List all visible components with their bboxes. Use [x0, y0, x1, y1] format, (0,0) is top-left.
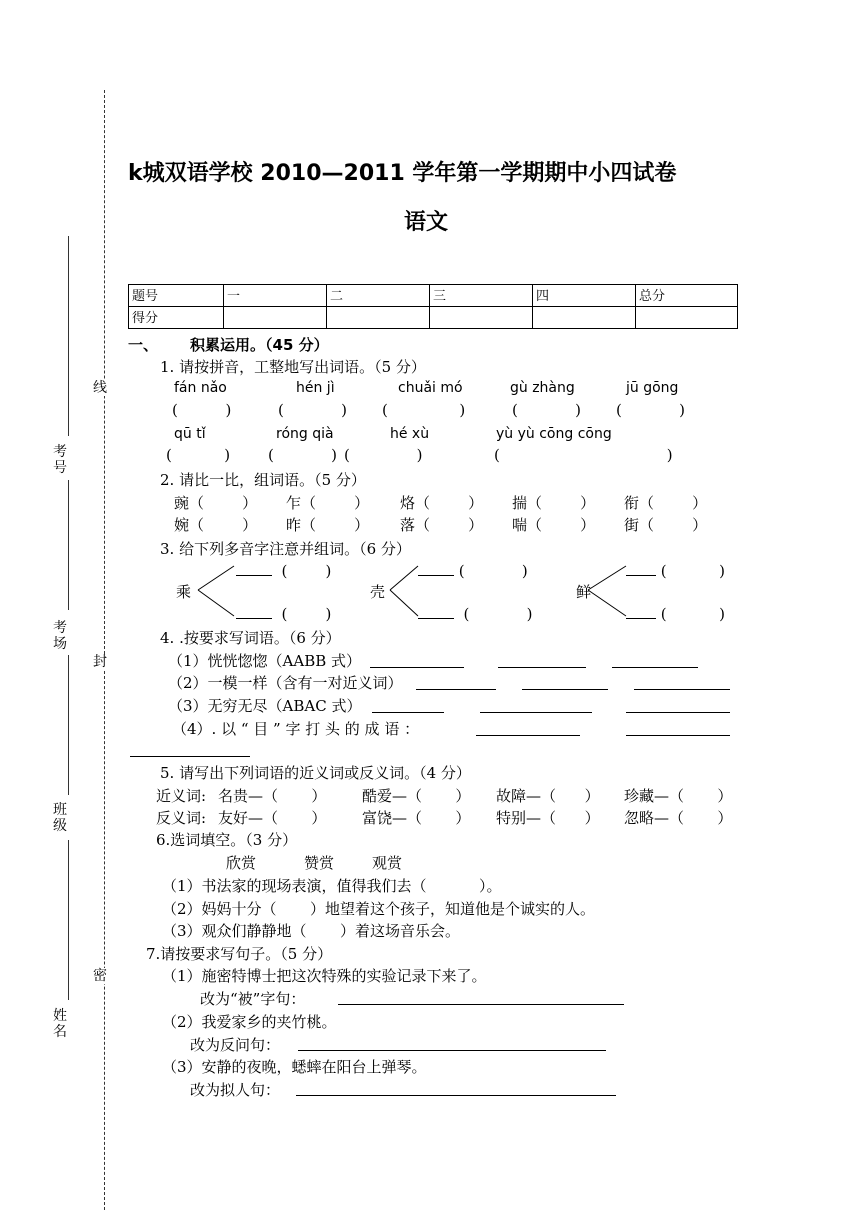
answer-blank[interactable]: ( ): [382, 401, 466, 419]
q5-title: 5. 请写出下列词语的近义词或反义词。（4 分）: [160, 764, 471, 782]
polyphone-char: 壳: [370, 583, 386, 601]
subject-title: 语文: [404, 210, 449, 235]
compare-char: 衔（: [624, 494, 655, 512]
compare-item[interactable]: 婉（ ）: [174, 516, 258, 534]
q7-sentence: （3）安静的夜晚，蟋蟀在阳台上弹琴。: [162, 1058, 427, 1076]
answer-line[interactable]: [370, 667, 464, 668]
binding-dashed-line: [104, 90, 105, 1210]
pinyin-item: gù zhàng: [510, 380, 575, 396]
pinyin-item: jū gōng: [626, 380, 679, 396]
answer-line[interactable]: [634, 689, 730, 690]
polyphone-blank[interactable]: ( ): [626, 561, 725, 580]
q4-item: （3）无穷无尽（ABAC 式）: [168, 697, 362, 715]
polyphone-char: 乘: [176, 583, 192, 601]
q3-title: 3. 给下列多音字注意并组词。（6 分）: [160, 540, 411, 558]
q6-sentence[interactable]: （3）观众们静静地（ ）着这场音乐会。: [162, 922, 460, 940]
compare-item[interactable]: 喘（ ）: [512, 516, 596, 534]
pinyin-item: róng qià: [276, 426, 334, 442]
page-title: k城双语学校 2010—2011 学年第一学期期中小四试卷: [128, 161, 677, 186]
answer-line[interactable]: [498, 667, 586, 668]
compare-item[interactable]: 豌（ ）: [174, 494, 258, 512]
word-item[interactable]: 酷爱—（ ）: [362, 787, 471, 805]
compare-item[interactable]: 烙（ ）: [400, 494, 484, 512]
q2-title: 2. 请比一比，组词语。（5 分）: [160, 471, 366, 489]
side-label-name: 姓名: [53, 1008, 67, 1040]
section-number: 一、: [128, 336, 159, 354]
score-table: [128, 284, 738, 329]
seal-mark-line: 线: [93, 380, 107, 396]
q5-row-label: 反义词:: [156, 809, 207, 827]
polyphone-blank[interactable]: ( ): [626, 604, 725, 623]
answer-blank[interactable]: ( ): [278, 401, 347, 419]
q4-item: （1）恍恍惚惚（AABB 式）: [168, 652, 362, 670]
compare-char: 街（: [624, 516, 655, 534]
section-heading: 积累运用。（45 分）: [190, 336, 329, 354]
q6-title: 6.选词填空。（3 分）: [156, 831, 298, 849]
seal-mark-seal: 封: [93, 654, 107, 670]
answer-line[interactable]: [372, 712, 444, 713]
compare-char: 乍（: [286, 494, 317, 512]
answer-blank[interactable]: ( ): [166, 446, 231, 464]
q4-item: （2）一模一样（含有一对近义词）: [168, 674, 403, 692]
answer-line[interactable]: [476, 735, 580, 736]
q6-sentence[interactable]: （2）妈妈十分（ ）地望着这个孩子，知道他是个诚实的人。: [162, 900, 595, 918]
answer-line[interactable]: [626, 735, 730, 736]
compare-item[interactable]: 衔（ ）: [624, 494, 708, 512]
q7-task: 改为“被”字句：: [200, 990, 306, 1008]
word-text: 富饶—（: [362, 809, 423, 827]
side-line: [68, 840, 69, 1000]
choice-word: 欣赏: [226, 854, 257, 872]
pinyin-item: chuǎi mó: [398, 380, 463, 396]
q4-item: （4）. 以 “ 目 ” 字 打 头 的 成 语 ：: [172, 720, 420, 738]
word-item[interactable]: 名贵—（ ）: [218, 787, 327, 805]
q7-sentence: （1）施密特博士把这次特殊的实验记录下来了。: [162, 967, 487, 985]
word-text: 友好—（: [218, 809, 279, 827]
answer-line[interactable]: [338, 1004, 624, 1005]
pinyin-item: yù yù cōng cōng: [496, 426, 612, 442]
compare-char: 豌（: [174, 494, 205, 512]
side-line: [68, 236, 69, 436]
answer-line[interactable]: [612, 667, 698, 668]
side-line: [68, 480, 69, 610]
answer-blank[interactable]: ( ): [268, 446, 337, 464]
q5-row-label: 近义词:: [156, 787, 207, 805]
score-input-cell[interactable]: [430, 307, 533, 329]
side-label-exam-number: 考号: [53, 444, 67, 476]
choice-word: 赞赏: [304, 854, 335, 872]
q1-title: 1. 请按拼音，工整地写出词语。（5 分）: [160, 358, 426, 376]
compare-char: 婉（: [174, 516, 205, 534]
compare-char: 落（: [400, 516, 431, 534]
compare-item[interactable]: 昨（ ）: [286, 516, 370, 534]
score-input-cell[interactable]: [533, 307, 636, 329]
choice-word: 观赏: [372, 854, 403, 872]
score-input-cell[interactable]: [327, 307, 430, 329]
table-cell: 四: [533, 285, 636, 307]
table-cell: 总分: [636, 285, 738, 307]
side-label-exam-room: 考场: [53, 620, 67, 652]
table-cell: 三: [430, 285, 533, 307]
score-input-cell[interactable]: [224, 307, 327, 329]
word-text: 名贵—（: [218, 787, 279, 805]
word-item[interactable]: 友好—（ ）: [218, 809, 327, 827]
table-cell: 二: [327, 285, 430, 307]
pinyin-item: fán nǎo: [174, 380, 227, 396]
compare-item[interactable]: 揣（ ）: [512, 494, 596, 512]
seal-mark-secret: 密: [93, 968, 107, 984]
word-item[interactable]: 故障—（ ）: [496, 787, 600, 805]
q7-title: 7.请按要求写句子。（5 分）: [146, 945, 333, 963]
word-text: 酷爱—（: [362, 787, 423, 805]
q4-title: 4. .按要求写词语。（6 分）: [160, 629, 341, 647]
answer-line[interactable]: [296, 1095, 616, 1096]
word-text: 特别—（: [496, 809, 557, 827]
pinyin-item: qū tǐ: [174, 426, 206, 442]
table-cell: 一: [224, 285, 327, 307]
table-row: [129, 285, 738, 307]
answer-line[interactable]: [522, 689, 608, 690]
polyphone-char: 鲜: [576, 583, 592, 601]
compare-char: 喘（: [512, 516, 543, 534]
compare-char: 揣（: [512, 494, 543, 512]
answer-line[interactable]: [130, 756, 250, 757]
polyphone-blank[interactable]: ( ): [236, 604, 331, 623]
answer-blank[interactable]: ( ): [344, 446, 423, 464]
compare-char: 烙（: [400, 494, 431, 512]
answer-blank[interactable]: ( ): [494, 446, 673, 464]
polyphone-blank[interactable]: ( ): [236, 561, 331, 580]
answer-line[interactable]: [298, 1050, 606, 1051]
polyphone-blank[interactable]: ( ): [418, 561, 528, 580]
word-item[interactable]: 富饶—（ ）: [362, 809, 471, 827]
q7-task: 改为反问句：: [190, 1036, 281, 1054]
answer-blank[interactable]: ( ): [172, 401, 232, 419]
compare-char: 昨（: [286, 516, 317, 534]
word-text: 故障—（: [496, 787, 557, 805]
word-text: 珍藏—（: [624, 787, 685, 805]
q7-sentence: （2）我爱家乡的夹竹桃。: [162, 1013, 337, 1031]
table-row: [129, 307, 738, 329]
pinyin-item: hén jì: [296, 380, 335, 396]
compare-item[interactable]: 乍（ ）: [286, 494, 370, 512]
answer-blank[interactable]: ( ): [512, 401, 581, 419]
table-cell: 得分: [129, 307, 224, 329]
compare-item[interactable]: 街（ ）: [624, 516, 708, 534]
compare-item[interactable]: 落（ ）: [400, 516, 484, 534]
table-cell: 题号: [129, 285, 224, 307]
polyphone-blank[interactable]: ( ): [418, 604, 532, 623]
answer-line[interactable]: [626, 712, 730, 713]
side-line: [68, 655, 69, 795]
word-item[interactable]: 珍藏—（ ）: [624, 787, 733, 805]
q6-sentence[interactable]: （1）书法家的现场表演，值得我们去（ ）。: [162, 877, 502, 895]
answer-line[interactable]: [480, 712, 592, 713]
q7-task: 改为拟人句：: [190, 1081, 281, 1099]
word-item[interactable]: 特别—（ ）: [496, 809, 600, 827]
score-input-cell[interactable]: [636, 307, 738, 329]
word-item[interactable]: 忽略—（ ）: [624, 809, 733, 827]
side-label-class: 班级: [53, 802, 67, 834]
word-text: 忽略—（: [624, 809, 685, 827]
pinyin-item: hé xù: [390, 426, 430, 442]
answer-line[interactable]: [416, 689, 496, 690]
answer-blank[interactable]: ( ): [616, 401, 685, 419]
